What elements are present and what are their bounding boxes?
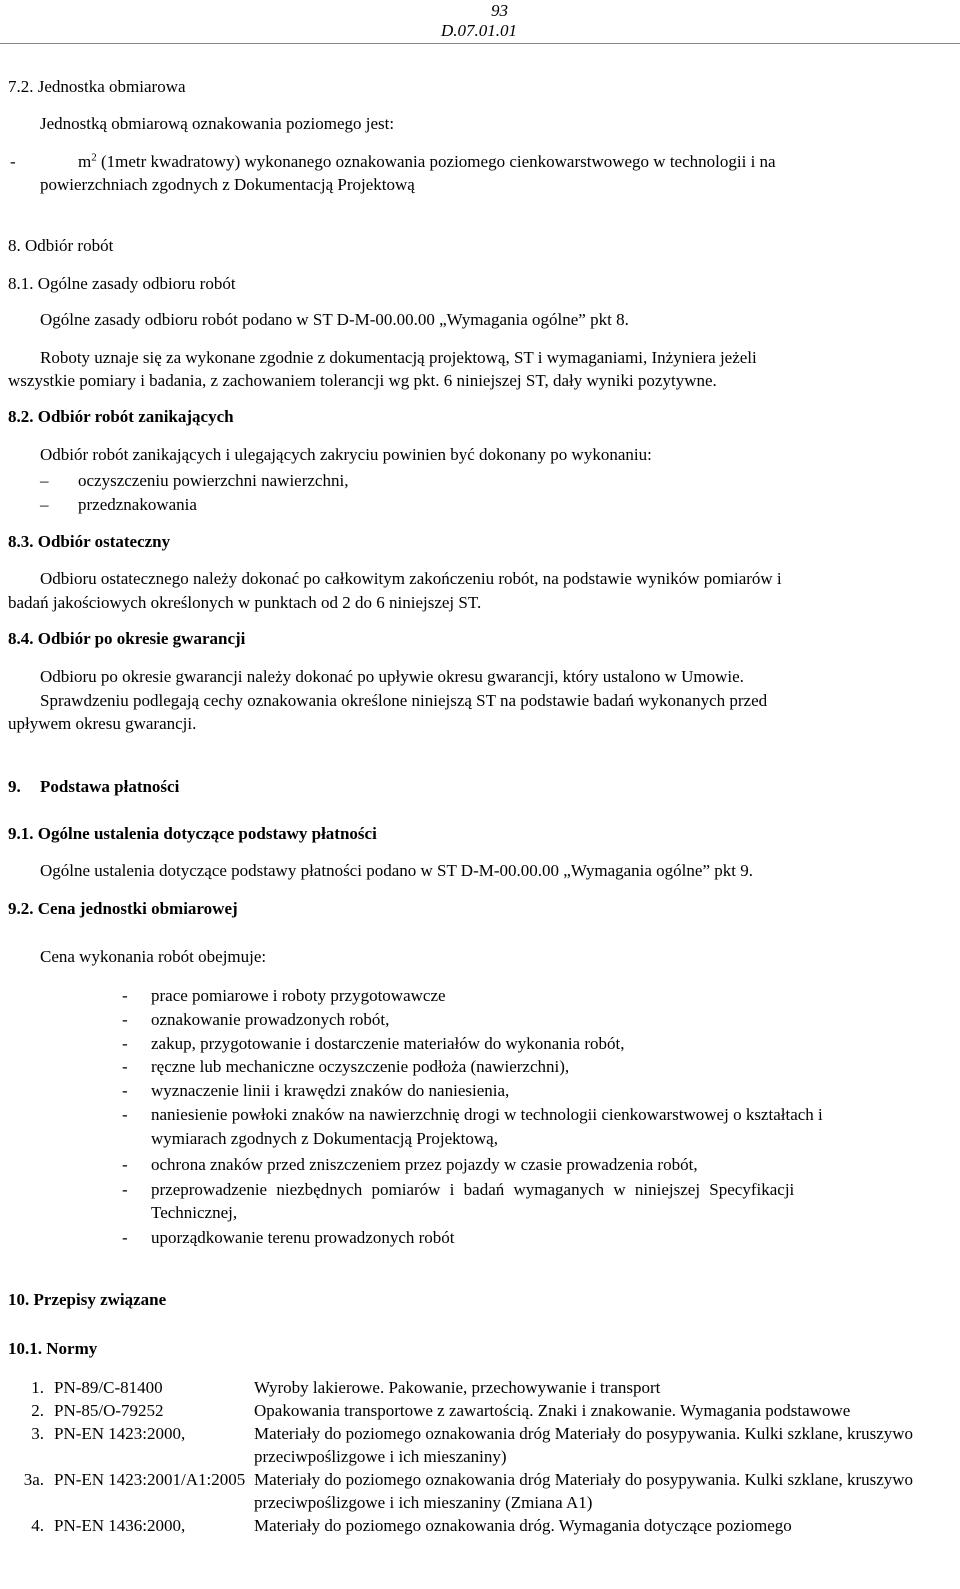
dash-bullet: – [40, 471, 49, 490]
doc-code: D.07.01.01 [440, 21, 517, 40]
section-9-1-p: Ogólne ustalenia dotyczące podstawy płatności podano w ST D-M-00.00.00 „Wymagania ogólne” pkt 9. [40, 861, 753, 880]
section-heading-9-2: 9.2. Cena jednostki obmiarowej [8, 899, 238, 918]
dash-bullet: - [122, 1155, 128, 1174]
unit-sup: 2 [91, 151, 97, 164]
section-8-4-line3: upływem okresu gwarancji. [8, 714, 197, 733]
section-8-1-p1: Ogólne zasady odbioru robót podano w ST D-M-00.00.00 „Wymagania ogólne” pkt 8. [40, 310, 629, 329]
section-heading-8-1: 8.1. Ogólne zasady odbioru robót [8, 274, 236, 293]
norm-code: PN-EN 1423:2001/A1:2005 [54, 1470, 246, 1489]
norm-number: 3a. [23, 1470, 44, 1489]
norm-title: Opakowania transportowe z zawartością. Znaki i znakowanie. Wymagania podstawowe [254, 1401, 851, 1420]
list-item: zakup, przygotowanie i dostarczenie materiałów do wykonania robót, [151, 1034, 625, 1053]
norm-title: Materiały do poziomego oznakowania dróg Materiały do posypywania. Kulki szklane, kruszywo przeciwpoślizgowe i ich mieszaniny) [254, 1424, 914, 1466]
section-heading-10: 10. Przepisy związane [8, 1290, 167, 1309]
list-item: ręczne lub mechaniczne oczyszczenie podłoża (nawierzchni), [151, 1057, 570, 1076]
table-row [8, 1399, 914, 1422]
list-item-continuation: Technicznej, [151, 1203, 238, 1222]
dash-bullet: - [122, 1105, 128, 1124]
table-row [8, 1468, 914, 1514]
unit-item-line1 [78, 151, 950, 173]
unit-desc: (1metr kwadratowy) wykonanego oznakowania poziomego cienkowarstwowego w technologii i na [96, 152, 776, 171]
norm-code: PN-85/O-79252 [54, 1401, 164, 1420]
table-row [8, 1422, 914, 1468]
section-heading-8: 8. Odbiór robót [8, 236, 114, 255]
norm-title: Materiały do poziomego oznakowania dróg Materiały do posypywania. Kulki szklane, kruszywo przeciwpoślizgowe i ich mieszaniny (Zmiana A1) [254, 1470, 914, 1512]
list-item: oczyszczeniu powierzchni nawierzchni, [78, 471, 349, 490]
list-item: oznakowanie prowadzonych robót, [151, 1010, 390, 1029]
section-heading-8-2: 8.2. Odbiór robót zanikających [8, 407, 234, 426]
norm-number: 4. [31, 1516, 44, 1535]
section-9-2-p: Cena wykonania robót obejmuje: [40, 947, 267, 966]
section-8-1-p2-line1: Roboty uznaje się za wykonane zgodnie z dokumentacją projektową, ST i wymaganiami, Inżyniera jeżeli [40, 348, 757, 367]
norms-table [8, 1376, 914, 1537]
page-number: 93 [491, 1, 508, 20]
list-item: naniesienie powłoki znaków na nawierzchnię drogi w technologii cienkowarstwowej o kształtach i [151, 1105, 823, 1124]
dash-bullet: - [10, 152, 16, 171]
section-7-2-intro: Jednostką obmiarową oznakowania poziomego jest: [40, 114, 395, 133]
section-heading-7-2: 7.2. Jednostka obmiarowa [8, 77, 186, 96]
norm-code: PN-89/C-81400 [54, 1378, 163, 1397]
norm-number: 3. [31, 1424, 44, 1443]
table-row [8, 1376, 914, 1399]
dash-bullet: - [122, 1180, 128, 1199]
section-8-4-line1: Odbioru po okresie gwarancji należy dokonać po upływie okresu gwarancji, który ustalono w Umowie. [40, 667, 744, 686]
list-item: uporządkowanie terenu prowadzonych robót [151, 1228, 455, 1247]
section-8-1-p2-line2: wszystkie pomiary i badania, z zachowaniem tolerancji wg pkt. 6 niniejszej ST, dały wyniki pozytywne. [8, 371, 717, 390]
section-8-3-line1: Odbioru ostatecznego należy dokonać po całkowitym zakończeniu robót, na podstawie wyników pomiarów i [40, 569, 782, 588]
section-8-3-line2: badań jakościowych określonych w punktach od 2 do 6 niniejszej ST. [8, 593, 482, 612]
list-item: ochrona znaków przed zniszczeniem przez pojazdy w czasie prowadzenia robót, [151, 1155, 698, 1174]
header-divider [0, 43, 960, 44]
dash-bullet: - [122, 1057, 128, 1076]
unit-m: m [78, 152, 92, 171]
section-heading-9: Podstawa płatności [40, 777, 180, 796]
section-heading-10-1: 10.1. Normy [8, 1339, 98, 1358]
section-heading-9-1: 9.1. Ogólne ustalenia dotyczące podstawy płatności [8, 824, 377, 843]
dash-bullet: – [40, 495, 49, 514]
dash-bullet: - [122, 1228, 128, 1247]
norm-code: PN-EN 1423:2000, [54, 1424, 186, 1443]
norm-number: 1. [31, 1378, 44, 1397]
norm-number: 2. [31, 1401, 44, 1420]
section-8-4-line2: Sprawdzeniu podlegają cechy oznakowania określone niniejszą ST na podstawie badań wykonanych przed [40, 691, 768, 710]
section-heading-8-4: 8.4. Odbiór po okresie gwarancji [8, 629, 246, 648]
norm-code: PN-EN 1436:2000, [54, 1516, 186, 1535]
table-row [8, 1514, 914, 1537]
list-item: wyznaczenie linii i krawędzi znaków do naniesienia, [151, 1081, 510, 1100]
dash-bullet: - [122, 1034, 128, 1053]
dash-bullet: - [122, 1081, 128, 1100]
list-item: przeprowadzenie niezbędnych pomiarów i badań wymaganych w niniejszej Specyfikacji [151, 1180, 795, 1199]
section-8-2-p: Odbiór robót zanikających i ulegających zakryciu powinien być dokonany po wykonaniu: [40, 445, 652, 464]
section-heading-8-3: 8.3. Odbiór ostateczny [8, 532, 171, 551]
list-item: przedznakowania [78, 495, 197, 514]
list-item-continuation: wymiarach zgodnych z Dokumentacją Projektową, [151, 1129, 498, 1148]
section-heading-9-num: 9. [8, 777, 21, 796]
norm-title: Wyroby lakierowe. Pakowanie, przechowywanie i transport [254, 1378, 661, 1397]
dash-bullet: - [122, 1010, 128, 1029]
unit-item-line2: powierzchniach zgodnych z Dokumentacją Projektową [40, 175, 415, 194]
list-item: prace pomiarowe i roboty przygotowawcze [151, 986, 446, 1005]
norm-title: Materiały do poziomego oznakowania dróg. Wymagania dotyczące poziomego [254, 1516, 792, 1535]
dash-bullet: - [122, 986, 128, 1005]
